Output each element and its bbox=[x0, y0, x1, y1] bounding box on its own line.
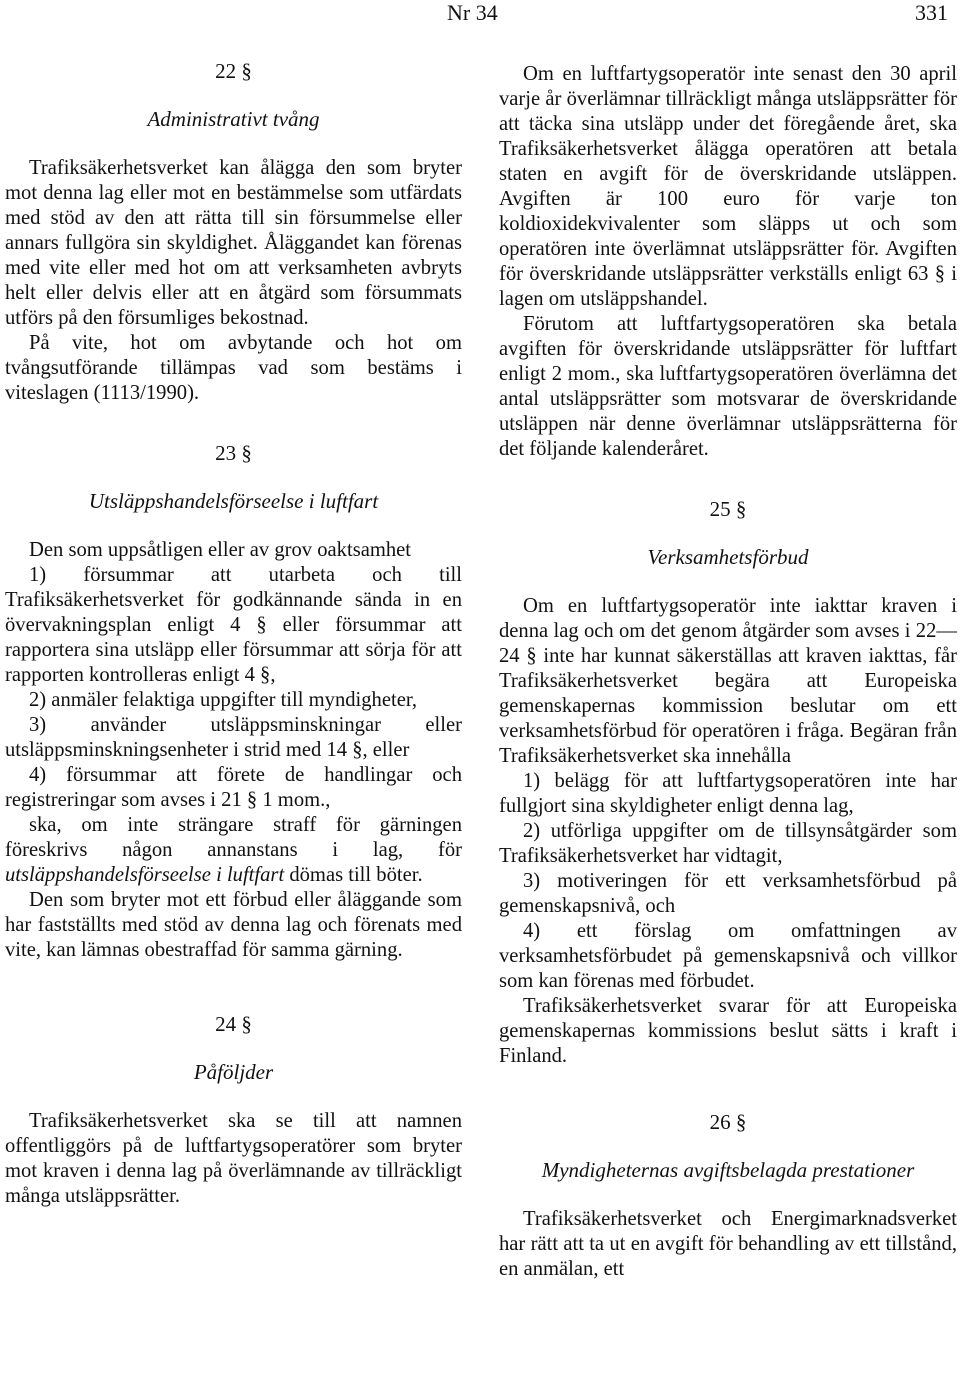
section-22 bbox=[5, 58, 462, 406]
page-number: 331 bbox=[915, 0, 948, 25]
section-title: Utsläppshandelsförseelse i luftfart bbox=[88, 489, 379, 513]
section-title: Påföljder bbox=[193, 1060, 274, 1084]
paragraph: Trafiksäkerhetsverket kan ålägga den som bryter mot denna lag eller mot en bestämmelse som utfärdats med stöd av den att rätta till sin försummelse eller annars fullgöra sin skyldighet. Åläggandet kan förenas med vite eller med hot om att verksamheten avbryts helt eller delvis eller att en åtgärd som försummats utförs på den försumliges bekostnad. bbox=[5, 157, 462, 329]
section-title: Verksamhetsförbud bbox=[647, 545, 809, 569]
list-item: 4) ett förslag om omfattningen av verksamhetsförbudet på gemenskapsnivå och villkor som kan förenas med förbudet. bbox=[499, 920, 957, 992]
section-24-continued bbox=[499, 62, 957, 462]
section-26 bbox=[499, 1109, 957, 1282]
list-item: 2) utförliga uppgifter om de tillsynsåtgärder som Trafiksäkerhetsverket har vidtagit, bbox=[499, 820, 957, 867]
section-number: 23 § bbox=[215, 441, 252, 465]
section-title: Administrativt tvång bbox=[147, 107, 320, 131]
issue-number: Nr 34 bbox=[447, 0, 498, 25]
section-number: 24 § bbox=[215, 1012, 252, 1036]
section-number: 22 § bbox=[215, 59, 252, 83]
paragraph: Trafiksäkerhetsverket ska se till att namnen offentliggörs på de luftfartygsoperatörer som bryter mot kraven i denna lag på överlämnande av tillräckligt många utsläppsrätter. bbox=[5, 1110, 462, 1207]
right-column bbox=[499, 62, 957, 1282]
list-item: 3) använder utsläppsminskningar eller utsläppsminskningsenheter i strid med 14 §, eller bbox=[5, 714, 462, 761]
paragraph: Förutom att luftfartygsoperatören ska betala avgiften för överskridande utsläppsrätter för luftfart enligt 2 mom., ska luftfartygsoperatören överlämna det antal utsläppsrätter som motsvarar de överskridande utsläppen när denne överlämnar utsläppsrätterna för det följande kalenderåret. bbox=[499, 313, 957, 460]
paragraph: Trafiksäkerhetsverket och Energimarknadsverket har rätt att ta ut en avgift för behandling av ett tillstånd, en anmälan, ett bbox=[499, 1208, 957, 1280]
section-number: 26 § bbox=[709, 1110, 747, 1134]
section-number: 25 § bbox=[709, 497, 747, 521]
page-header bbox=[0, 0, 960, 34]
penalty-text: ska, om inte strängare straff för gärningen föreskrivs någon annanstans i lag, för bbox=[5, 814, 462, 861]
paragraph: Den som bryter mot ett förbud eller åläggande som har fastställts med stöd av denna lag och förenats med vite, kan lämnas obestraffad för samma gärning. bbox=[5, 889, 462, 961]
penalty-term: utsläppshandelsförseelse i luftfart bbox=[5, 864, 285, 886]
list-item: 1) belägg för att luftfartygsoperatören inte har fullgjort sina skyldigheter enligt denna lag, bbox=[499, 770, 957, 817]
penalty-text-end: dömas till böter. bbox=[289, 864, 423, 886]
section-24 bbox=[5, 1011, 462, 1209]
list-item: 3) motiveringen för ett verksamhetsförbud på gemenskapsnivå, och bbox=[499, 870, 957, 917]
paragraph: På vite, hot om avbytande och hot om tvångsutförande tillämpas vad som bestäms i viteslagen (1113/1990). bbox=[5, 332, 462, 404]
paragraph: Den som uppsåtligen eller av grov oaktsamhet bbox=[29, 539, 412, 561]
section-23 bbox=[5, 440, 462, 963]
list-item: 4) försummar att förete de handlingar och registreringar som avses i 21 § 1 mom., bbox=[5, 764, 462, 811]
section-title: Myndigheternas avgiftsbelagda prestationer bbox=[541, 1158, 915, 1182]
paragraph: Trafiksäkerhetsverket svarar för att Europeiska gemenskapernas kommissions beslut sätts i kraft i Finland. bbox=[499, 995, 957, 1067]
left-column bbox=[5, 58, 462, 1209]
list-item: 2) anmäler felaktiga uppgifter till myndigheter, bbox=[29, 689, 418, 711]
paragraph bbox=[5, 813, 462, 888]
section-25 bbox=[499, 496, 957, 1069]
list-item: 1) försummar att utarbeta och till Trafiksäkerhetsverket för godkännande sända in en övervakningsplan enligt 4 § eller försummar att rapportera sina utsläpp eller försummar att sörja för att rapporten kontrolleras enligt 4 §, bbox=[5, 564, 462, 686]
paragraph: Om en luftfartygsoperatör inte senast den 30 april varje år överlämnar tillräckligt många utsläppsrätter för att täcka sina utsläpp under det föregående året, ska Trafiksäkerhetsverket ålägga operatören att betala staten en avgift för de överskridande utsläppen. Avgiften är 100 euro för varje ton koldioxidekvivalenter som släpps ut och som operatören inte överlämnat utsläppsrätter för. Avgiften för överskridande utsläppsrätter verkställs enligt 63 § i lagen om utsläppshandel. bbox=[499, 63, 957, 310]
paragraph: Om en luftfartygsoperatör inte iakttar kraven i denna lag och om det genom åtgärder som avses i 22—24 § inte har kunnat säkerställas att kraven iakttas, får Trafiksäkerhetsverket begära att Europeiska gemenskapernas kommission beslutar om ett verksamhetsförbud för operatören i fråga. Begäran från Trafiksäkerhetsverket ska innehålla bbox=[499, 595, 957, 767]
